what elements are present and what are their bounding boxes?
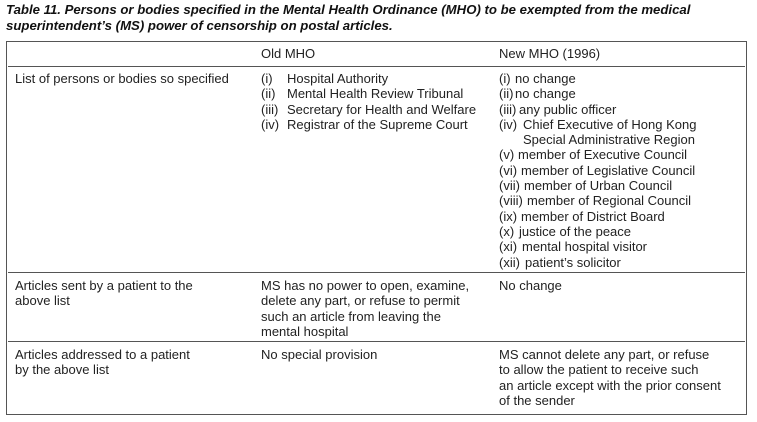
list-item: (ix) member of District Board (499, 208, 665, 224)
row2-divider (8, 341, 745, 342)
list-item: (xii) patient’s solicitor (499, 254, 621, 270)
list-item: (v) member of Executive Council (499, 147, 688, 163)
list-item: (ii) Mental Health Review Tribunal (261, 86, 464, 102)
list-item: (xi) mental hospital visitor (499, 239, 647, 255)
list-item: (i) no change (499, 71, 576, 86)
row2-old: MS has no power to open, examine, delete any part, or refuse to permit such an article from leaving the mental hospital (261, 278, 470, 339)
list-item: (i) Hospital Authority (261, 71, 389, 86)
header-new-mho: New MHO (1996) (499, 46, 601, 61)
header-old-mho: Old MHO (261, 46, 316, 61)
list-item: (vii) member of Urban Council (499, 178, 673, 194)
list-item: (viii) member of Regional Council (499, 193, 692, 209)
list-item: (iii) any public officer (499, 101, 617, 117)
list-item: (iv) Chief Executive of Hong Kong Special Administrative Region (499, 116, 697, 148)
list-item: (iii) Secretary for Health and Welfare (261, 101, 477, 117)
caption-line-2: superintendent’s (MS) power of censorship on postal articles. (6, 18, 393, 33)
list-item: (x) justice of the peace (499, 223, 632, 239)
row3-old: No special provision (261, 347, 378, 362)
exemption-table (6, 41, 747, 415)
row1-old-list (261, 71, 476, 132)
row1-new-list (499, 71, 696, 270)
row2-new: No change (499, 278, 562, 293)
list-item: (iv) Registrar of the Supreme Court (261, 116, 468, 132)
table-caption (6, 2, 746, 34)
caption-line-1: Table 11. Persons or bodies specified in the Mental Health Ordinance (MHO) to be exempted from the medical (6, 2, 691, 17)
row1-label: List of persons or bodies so specified (15, 71, 229, 86)
row1-divider (8, 272, 745, 273)
list-item: (vi) member of Legislative Council (499, 162, 696, 178)
list-item: (ii) no change (499, 86, 576, 102)
header-divider (8, 66, 745, 67)
row3-label: Articles addressed to a patient by the above list (15, 347, 190, 378)
row2-label: Articles sent by a patient to the above list (15, 278, 193, 309)
row3-new: MS cannot delete any part, or refuse to allow the patient to receive such an article except with the prior consent of the sender (499, 347, 721, 408)
